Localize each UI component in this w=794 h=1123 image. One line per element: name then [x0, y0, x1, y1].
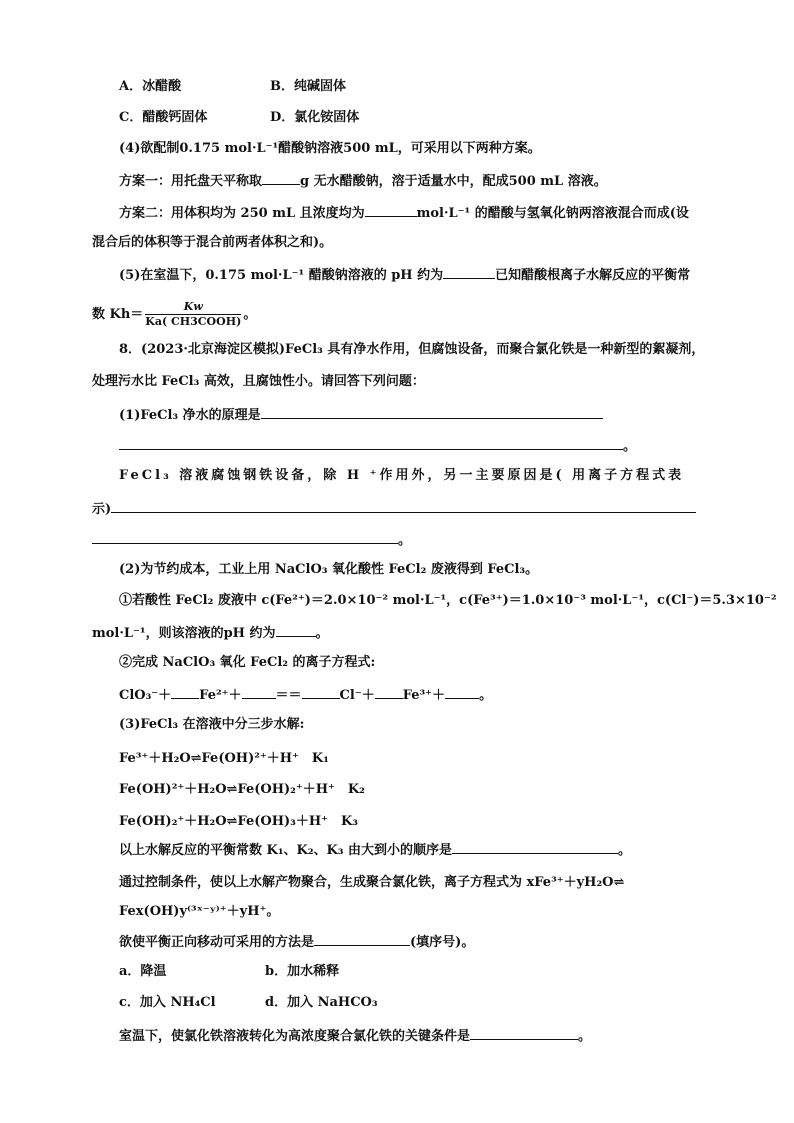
polymer-eq-2: Fex(OH)y⁽³ˣ⁻ʸ⁾⁺＋yH⁺。 — [119, 904, 280, 919]
q8-part1-prefix: (1)FeCl₃ 净水的原理是 — [119, 408, 261, 423]
kh-denominator: Ka( CH3COOH) — [145, 315, 242, 328]
eq-term-1: ClO₃⁻＋ — [119, 688, 172, 703]
period: 。 — [578, 1029, 592, 1044]
choice-a: a．降温 — [119, 964, 167, 979]
coefficient-blank[interactable] — [242, 685, 276, 699]
answer-blank[interactable] — [443, 265, 495, 279]
q8-part3-intro: (3)FeCl₃ 在溶液中分三步水解: — [119, 717, 305, 732]
plan-one-suffix: g 无水醋酸钠，溶于适量水中，配成500 mL 溶液。 — [300, 174, 607, 189]
plan-two — [119, 203, 689, 223]
plan-two-suffix: mol·L⁻¹ 的醋酸与氢氧化钠两溶液混合而成(设 — [416, 206, 689, 221]
eq-end: 。 — [479, 688, 493, 703]
eq-term-4: Cl⁻＋ — [339, 688, 375, 703]
q8-part2-intro: (2)为节约成本，工业上用 NaClO₃ 氧化酸性 FeCl₂ 废液得到 FeCl₃。 — [119, 562, 539, 577]
choice-b: b．加水稀释 — [265, 964, 340, 979]
eq-term-5: Fe³⁺＋ — [402, 688, 446, 703]
ph-prefix: mol·L⁻¹，则该溶液的pH 约为 — [92, 626, 276, 641]
q5-suffix: 已知醋酸根离子水解反应的平衡常 — [495, 268, 691, 283]
answer-blank[interactable] — [261, 405, 603, 419]
kh-expression — [92, 300, 256, 329]
answer-blank[interactable] — [470, 1026, 578, 1040]
q8-part1-cont — [119, 436, 636, 456]
hydrolysis-eq-2: Fe(OH)²⁺＋H₂O⇌Fe(OH)₂⁺＋H⁺ K₂ — [119, 782, 365, 797]
answer-blank[interactable] — [119, 436, 623, 450]
q4-intro: (4)欲配制0.175 mol·L⁻¹醋酸钠溶液500 mL，可采用以下两种方案。 — [119, 141, 541, 156]
answer-blank[interactable] — [314, 932, 410, 946]
hydrolysis-eq-1: Fe³⁺＋H₂O⇌Fe(OH)²⁺＋H⁺ K₁ — [119, 751, 329, 766]
plan-two-cont: 混合后的体积等于混合前两者体积之和)。 — [92, 235, 333, 250]
kh-numerator: Kw — [145, 300, 241, 315]
period: 。 — [623, 439, 637, 454]
shift-equilibrium-line — [119, 932, 474, 952]
choice-d: d．加入 NaHCO₃ — [265, 995, 378, 1010]
plan-one — [119, 171, 607, 191]
q8-intro-2: 处理污水比 FeCl₃ 高效，且腐蚀性小。请回答下列问题： — [92, 374, 425, 389]
polymer-eq-1: 通过控制条件，使以上水解产物聚合，生成聚合氯化铁，离子方程式为 xFe³⁺＋yH₂O⇌ — [119, 875, 625, 890]
key-condition-prefix: 室温下，使氯化铁溶液转化为高浓度聚合氯化铁的关键条件是 — [119, 1029, 471, 1044]
shift-suffix: (填序号)。 — [410, 935, 475, 950]
option-b: B．纯碱固体 — [270, 79, 346, 94]
q5-line — [119, 265, 690, 285]
answer-blank[interactable] — [262, 171, 300, 185]
coefficient-blank[interactable] — [375, 685, 403, 699]
ionic-equation — [119, 685, 492, 705]
option-a: A．冰醋酸 — [119, 79, 182, 94]
answer-blank[interactable] — [452, 840, 618, 854]
period: 。 — [618, 843, 632, 858]
choice-c: c．加入 NH₄Cl — [119, 995, 216, 1010]
plan-one-prefix: 方案一：用托盘天平称取 — [119, 174, 263, 189]
q8-part1-corrosion-end — [92, 530, 411, 550]
show-label: 示) — [92, 502, 112, 517]
option-c: C．醋酸钙固体 — [119, 110, 208, 125]
answer-blank[interactable] — [365, 203, 417, 217]
kh-suffix: 。 — [243, 307, 257, 322]
kh-prefix: 数 Kh＝ — [92, 307, 144, 322]
answer-blank[interactable] — [92, 530, 398, 544]
k-order-prefix: 以上水解反应的平衡常数 K₁、K₂、K₃ 由大到小的顺序是 — [119, 843, 453, 858]
shift-prefix: 欲使平衡正向移动可采用的方法是 — [119, 935, 315, 950]
coefficient-blank[interactable] — [445, 685, 479, 699]
q8-part1-corrosion: FeCl₃ 溶液腐蚀钢铁设备，除 H ⁺作用外，另一主要原因是( 用离子方程式表 — [119, 468, 685, 483]
q8-part1-corrosion-cont — [92, 499, 696, 519]
coefficient-blank[interactable] — [171, 685, 199, 699]
period: 。 — [398, 533, 412, 548]
answer-blank[interactable] — [276, 623, 316, 637]
q5-prefix: (5)在室温下，0.175 mol·L⁻¹ 醋酸钠溶液的 pH 约为 — [119, 268, 444, 283]
answer-blank[interactable] — [111, 499, 696, 513]
period: 。 — [315, 626, 329, 641]
q8-intro-1: 8．(2023·北京海淀区模拟)FeCl₃ 具有净水作用，但腐蚀设备，而聚合氯化铁是一种新型的絮凝剂， — [119, 342, 705, 357]
option-d: D．氯化铵固体 — [270, 110, 360, 125]
q8-part2-a1: ①若酸性 FeCl₂ 废液中 c(Fe²⁺)＝2.0×10⁻² mol·L⁻¹，c(Fe³⁺)＝1.0×10⁻³ mol·L⁻¹，c(Cl⁻)＝5.3×10⁻² — [119, 593, 777, 608]
q8-part2-b-intro: ②完成 NaClO₃ 氧化 FeCl₂ 的离子方程式: — [119, 655, 376, 670]
key-condition-line — [119, 1026, 591, 1046]
eq-equals: ＝＝ — [275, 688, 302, 703]
q8-part2-a2 — [92, 623, 329, 643]
kh-fraction — [145, 300, 241, 329]
plan-two-prefix: 方案二：用体积均为 250 mL 且浓度均为 — [119, 206, 365, 221]
q8-part1 — [119, 405, 603, 425]
k-order-line — [119, 840, 631, 860]
eq-term-2: Fe²⁺＋ — [199, 688, 242, 703]
coefficient-blank[interactable] — [302, 685, 340, 699]
hydrolysis-eq-3: Fe(OH)₂⁺＋H₂O⇌Fe(OH)₃＋H⁺ K₃ — [119, 814, 358, 829]
